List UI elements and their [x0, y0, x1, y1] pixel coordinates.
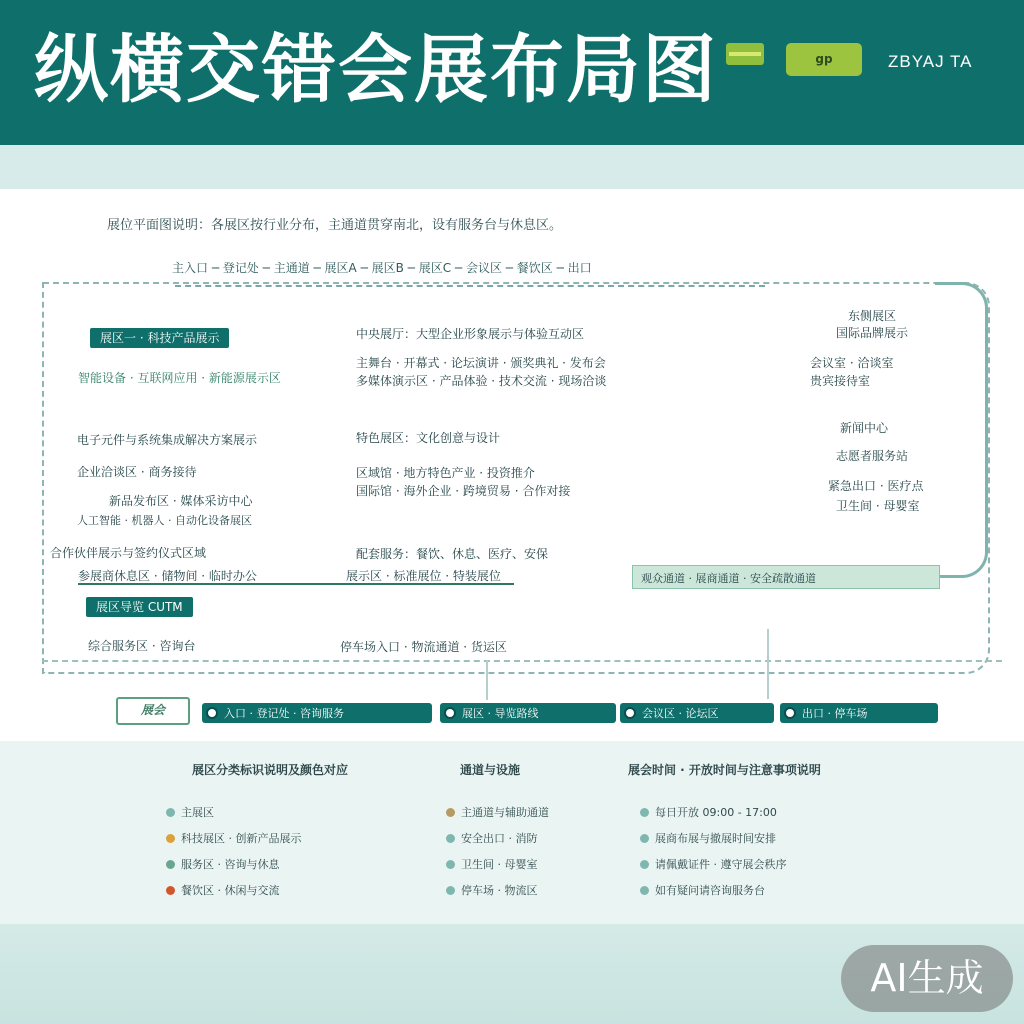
- center-text-9: 停车场入口 · 物流通道 · 货运区: [340, 640, 507, 654]
- legend-item: 科技展区 · 创新产品展示: [166, 830, 302, 846]
- circle-icon: [624, 707, 636, 719]
- left-text-8: 综合服务区 · 咨询台: [88, 639, 196, 653]
- dot-icon: [446, 808, 455, 817]
- right-text-8: 卫生间 · 母婴室: [836, 499, 920, 513]
- ai-generated-watermark: AI生成: [841, 945, 1013, 1012]
- pill-exit[interactable]: 出口 · 停车场: [780, 703, 938, 723]
- legend-item: 请佩戴证件 · 遵守展会秩序: [640, 856, 787, 872]
- legend-item: 服务区 · 咨询与休息: [166, 856, 280, 872]
- route-text: 主入口 ─ 登记处 ─ 主通道 ─ 展区A ─ 展区B ─ 展区C ─ 会议区 ─ 餐饮区 ─ 出口: [172, 261, 592, 275]
- legend-item: 主通道与辅助通道: [446, 804, 549, 820]
- small-badge-icon: [726, 43, 764, 65]
- legend-heading-3: 展会时间 · 开放时间与注意事项说明: [628, 763, 821, 777]
- dot-icon: [446, 834, 455, 843]
- left-text-7: 参展商休息区 · 储物间 · 临时办公: [78, 569, 257, 583]
- dot-icon: [640, 886, 649, 895]
- legend-item: 如有疑问请咨询服务台: [640, 882, 765, 898]
- legend-item: 展商布展与撤展时间安排: [640, 830, 776, 846]
- connector-1: [486, 660, 488, 700]
- center-text-1: 中央展厅：大型企业形象展示与体验互动区: [356, 327, 585, 341]
- left-text-4: 新品发布区 · 媒体采访中心: [109, 494, 253, 508]
- center-text-4: 特色展区：文化创意与设计: [356, 431, 501, 445]
- aisle-strip: [632, 565, 940, 589]
- dot-icon: [446, 886, 455, 895]
- dot-icon: [640, 834, 649, 843]
- pill-zones[interactable]: 展区 · 导览路线: [440, 703, 616, 723]
- circle-icon: [206, 707, 218, 719]
- floor-plan-diagram: [0, 189, 1024, 741]
- center-text-8: 展示区 · 标准展位 · 特装展位: [346, 569, 501, 583]
- top-band: [0, 145, 1024, 189]
- diagram-frame-curve: [935, 282, 988, 578]
- zone-tag-1[interactable]: 展区一 · 科技产品展示: [90, 328, 229, 348]
- zone-tag-3[interactable]: 展区导览 CUTM: [86, 597, 193, 617]
- legend-section: [0, 741, 1024, 924]
- dot-icon: [640, 860, 649, 869]
- right-text-3: 会议室 · 洽谈室: [810, 356, 894, 370]
- header-bar: [0, 0, 1024, 145]
- legend-item: 停车场 · 物流区: [446, 882, 538, 898]
- center-text-2: 主舞台 · 开幕式 · 论坛演讲 · 颁奖典礼 · 发布会: [356, 356, 606, 370]
- legend-item: 每日开放 09:00 - 17:00: [640, 804, 777, 820]
- legend-item: 安全出口 · 消防: [446, 830, 538, 846]
- expo-logo: 展会: [116, 697, 190, 725]
- right-text-4: 贵宾接待室: [810, 374, 871, 388]
- dot-icon: [640, 808, 649, 817]
- dot-icon: [166, 834, 175, 843]
- dot-icon: [166, 886, 175, 895]
- dot-icon: [166, 860, 175, 869]
- left-text-5: 人工智能 · 机器人 · 自动化设备展区: [77, 514, 252, 527]
- legend-item: 卫生间 · 母婴室: [446, 856, 538, 872]
- connector-2: [767, 629, 769, 699]
- left-text-6: 合作伙伴展示与签约仪式区域: [50, 546, 207, 560]
- bottom-dashed-line: [42, 660, 1002, 662]
- left-text-2: 电子元件与系统集成解决方案展示: [77, 433, 258, 447]
- right-text-5: 新闻中心: [840, 421, 889, 435]
- center-text-6: 国际馆 · 海外企业 · 跨境贸易 · 合作对接: [356, 484, 571, 498]
- page-title: 纵横交错会展布局图: [34, 27, 718, 113]
- legend-item: 餐饮区 · 休闲与交流: [166, 882, 280, 898]
- right-text-7: 紧急出口 · 医疗点: [828, 479, 924, 493]
- right-text-1: 东侧展区: [848, 309, 897, 323]
- center-text-3: 多媒体演示区 · 产品体验 · 技术交流 · 现场洽谈: [356, 374, 607, 388]
- dot-icon: [166, 808, 175, 817]
- aisle-strip-label: 观众通道 · 展商通道 · 安全疏散通道: [641, 572, 816, 585]
- left-text-3: 企业洽谈区 · 商务接待: [77, 465, 197, 479]
- center-text-7: 配套服务：餐饮、休息、医疗、安保: [356, 547, 549, 561]
- brand-label: ZBYAJ TA: [888, 52, 973, 71]
- pill-entrance[interactable]: 入口 · 登记处 · 咨询服务: [202, 703, 432, 723]
- left-text-1: 智能设备 · 互联网应用 · 新能源展示区: [78, 371, 281, 385]
- legend-heading-1: 展区分类标识说明及颜色对应: [192, 763, 349, 777]
- circle-icon: [784, 707, 796, 719]
- legend-item: 主展区: [166, 804, 214, 820]
- right-text-6: 志愿者服务站: [836, 449, 909, 463]
- pill-meeting[interactable]: 会议区 · 论坛区: [620, 703, 774, 723]
- dot-icon: [446, 860, 455, 869]
- center-text-5: 区域馆 · 地方特色产业 · 投资推介: [356, 466, 535, 480]
- intro-text: 展位平面图说明：各展区按行业分布，主通道贯穿南北，设有服务台与休息区。: [107, 218, 563, 233]
- right-text-2: 国际品牌展示: [836, 326, 909, 340]
- legend-heading-2: 通道与设施: [460, 763, 521, 777]
- green-badge: gp: [786, 43, 862, 76]
- circle-icon: [444, 707, 456, 719]
